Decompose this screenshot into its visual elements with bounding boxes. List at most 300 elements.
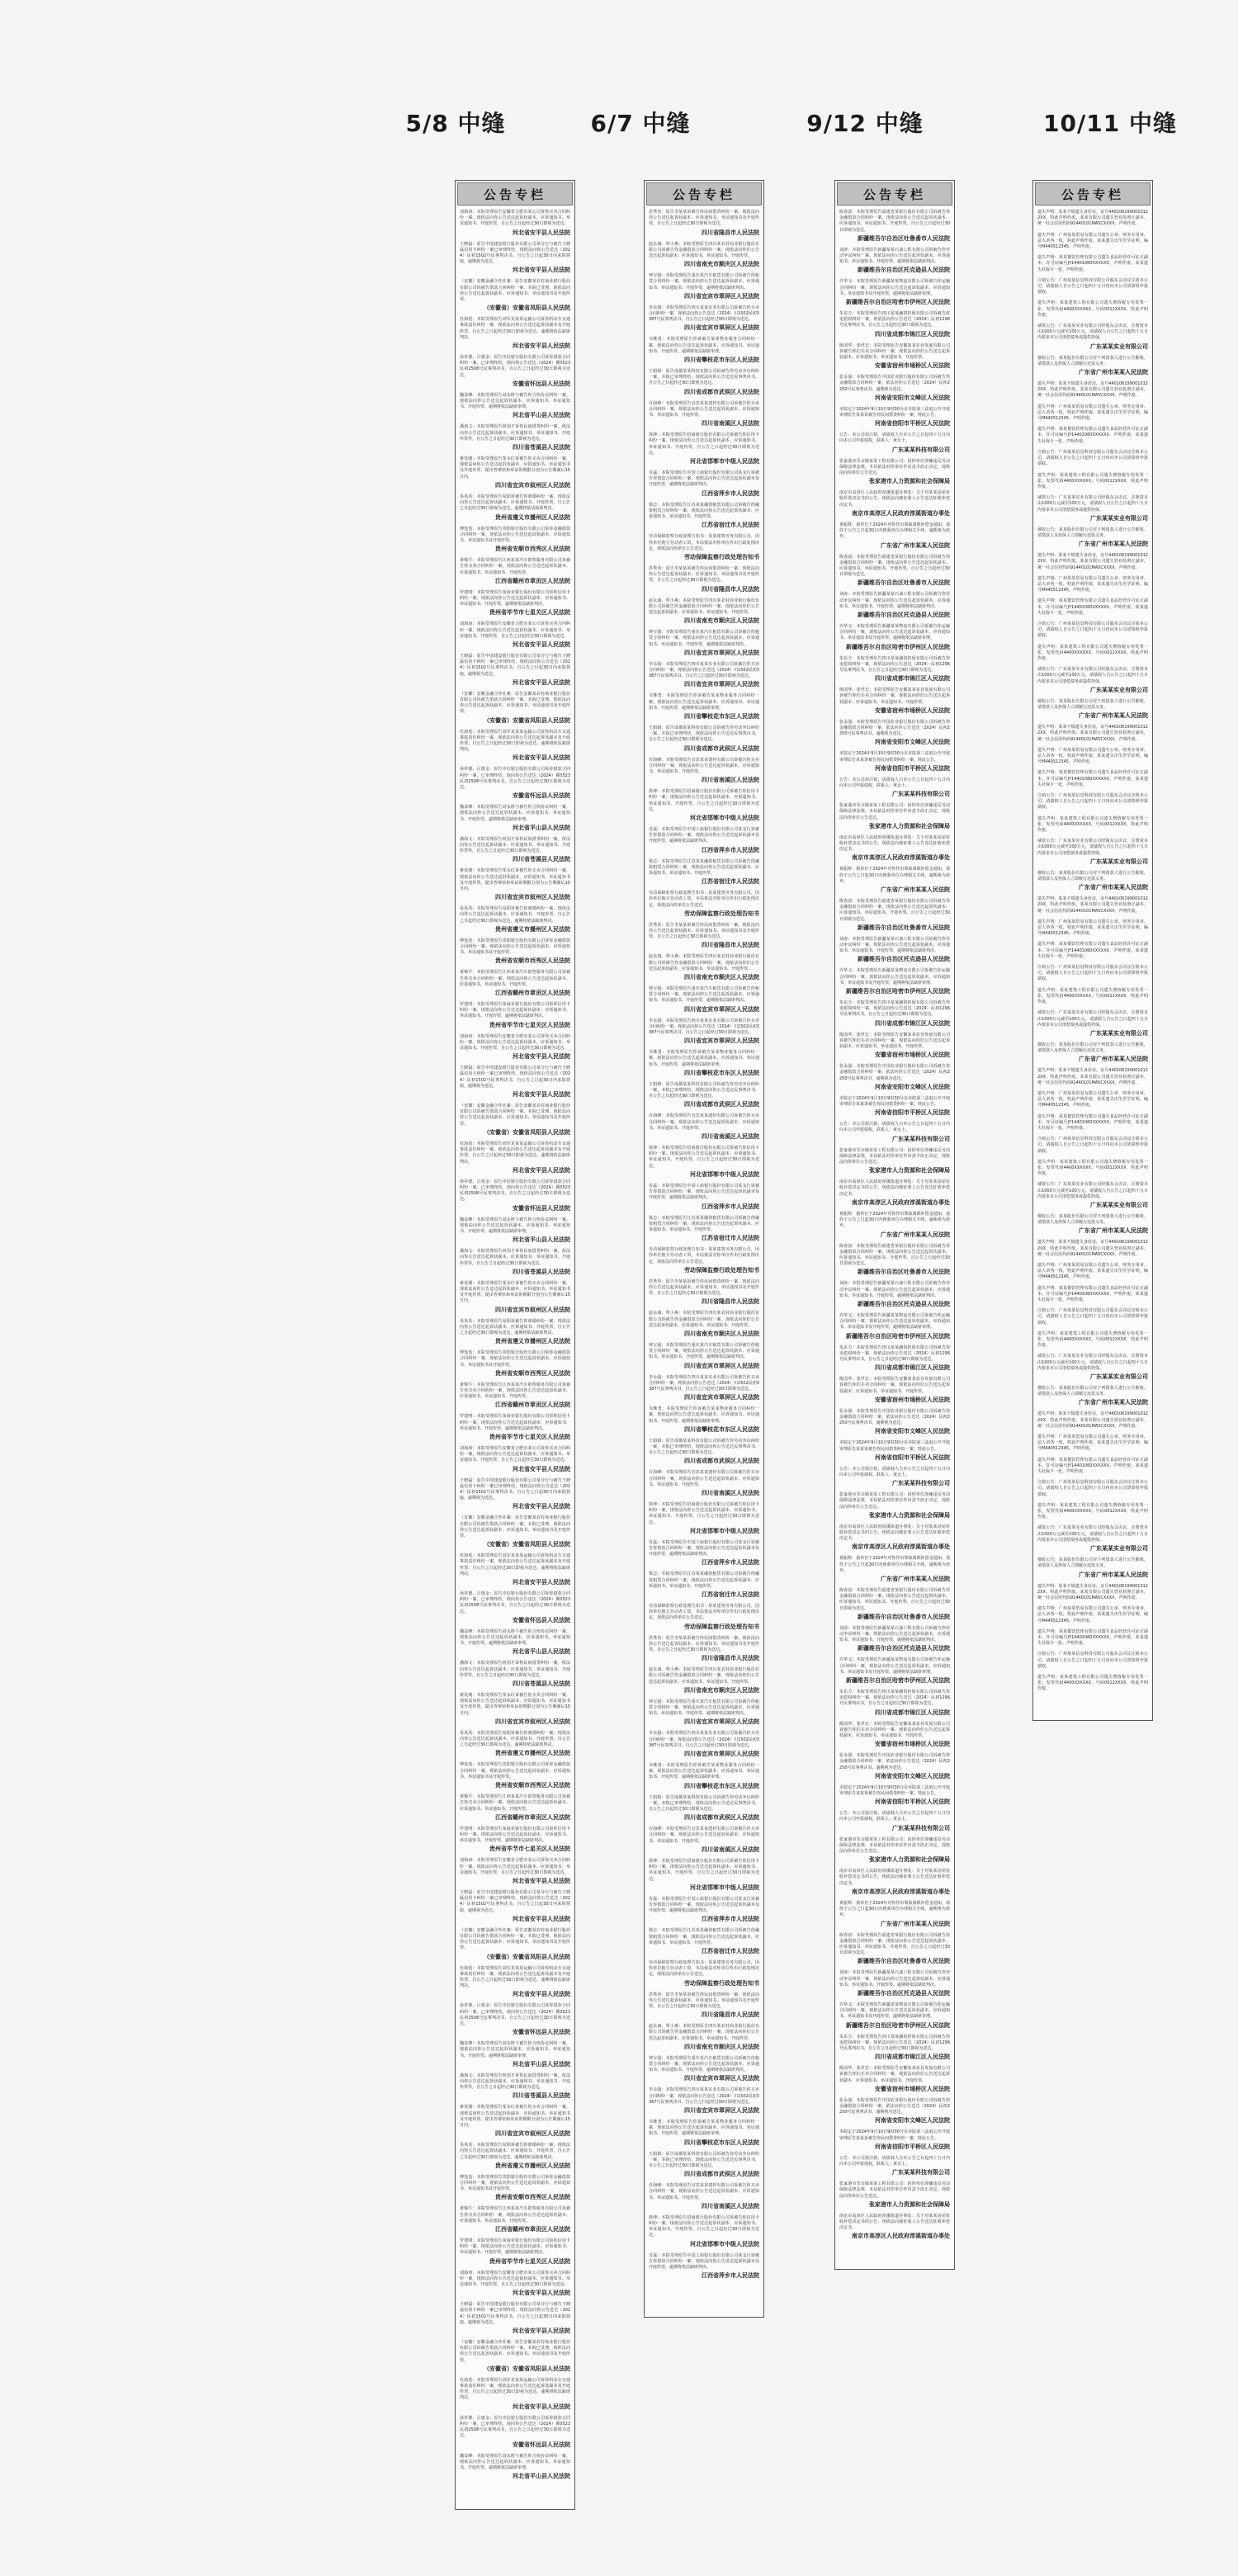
- notice-text: 注销公告：广州某某信息科技有限公司股东会决议注销本公司，请债权人自公告之日起四十五日内向本公司清算组申报债权。: [1037, 1652, 1148, 1669]
- notice-issuer: 江西省赣州市章贡区人民法院: [495, 990, 570, 997]
- notice-entry: [839, 1345, 950, 1373]
- notice-text: 遗失声明：某某不慎遗失身份证，证号4401061990010122XX，特此声明作废。某某有限公司遗失营业执照正副本，统一社会信用代码91440101MA5CXXXX，声明作废。: [1037, 896, 1148, 914]
- notice-entry: [649, 789, 759, 822]
- notice-issuer: 张家港市人力资源和社会保障局: [869, 478, 950, 485]
- notice-issuer: 河北省邯郸市中级人民法院: [690, 2240, 759, 2248]
- notice-issuer: 四川省宜宾市叙州区人民法院: [495, 2130, 570, 2138]
- notice-entry: [460, 2175, 570, 2202]
- notice-text: 梁志：本院受理原告江苏某某融资租赁有限公司诉被告你融资租赁合同纠纷一案，现依法向你公告送达起诉状副本、应诉通知书、举证通知书、开庭传票。: [649, 502, 759, 520]
- notice-issuer: 张家港市人力资源和社会保障局: [869, 2200, 950, 2208]
- notice-text: （安徽）安徽金融合作社案：原告安徽某农村商业银行股份有限公司诉被告借款合同纠纷一案，本院已受理。现依法向你公告送达起诉状副本、应诉通知书、举证通知书及开庭传票。: [460, 1927, 570, 1951]
- notice-entry: [460, 590, 570, 617]
- notice-issuer: 河北省平山县人民法院: [513, 1648, 570, 1656]
- notice-text: 张家港市乐余镇某某工程有限公司：因你单位涉嫌违反劳动保障法律法规，本局依法对你单位作出责令改正决定，现依法向你单位公告送达。: [839, 2181, 950, 2199]
- notice-issuer: 新疆维吾尔自治区哈密市伊州区人民法院: [846, 2021, 950, 2029]
- notice-entry: [1037, 1675, 1148, 1693]
- notice-issuer: 贵州省安顺市西秀区人民法院: [495, 957, 570, 965]
- notice-text: 遗失声明：某某建筑工程有限公司遗失增值税专用发票一张，发票代码4400XXXXXX，号码0012XXXX，特此声明作废。: [1037, 472, 1148, 489]
- notice-issuer: 新疆维吾尔自治区托克逊县人民法院: [858, 267, 950, 274]
- notice-text: 注销公告：广州某某信息科技有限公司股东会决议注销本公司，请债权人自公告之日起四十五日内向本公司清算组申报债权。: [1037, 1308, 1148, 1326]
- notice-text: 遗失声明：某某不慎遗失身份证，证号4401061990010122XX，特此声明作废。某某有限公司遗失营业执照正副本，统一社会信用代码91440101MA5CXXXX，声明作废。: [1037, 1583, 1148, 1600]
- notice-entry: [839, 459, 950, 486]
- notice-text: 钟宝强：本院受理原告重庆某汽车租赁有限公司诉被告你租赁合同纠纷一案，现依法向你公告送达起诉状副本、应诉通知书、举证通知书、开庭传票，逾期将依法缺席判决。: [649, 1342, 759, 1360]
- notice-issuer: 江西省萍乡市人民法院: [702, 846, 759, 853]
- notice-entry: [1037, 1411, 1148, 1430]
- notice-text: 刘海涛：本院受理原告安徽省合肥市某公司诉你买卖合同纠纷一案，现依法向你公告送达起诉状副本、应诉通知书、举证通知书、开庭传票。自公告之日起经过30日即视为送达。: [460, 622, 570, 639]
- notice-text: 遗失声明：某某餐饮管理有限公司遗失食品经营许可证正副本，许可证编号JY14401060XXXXXX，声明作废。某某遗失社保卡一张，声明作废。: [1037, 427, 1148, 444]
- notice-issuer: 广东某某科技有限公司: [892, 791, 950, 798]
- notice-issuer: 安徽省怀远县人民法院: [513, 1204, 570, 1212]
- notice-entry: [460, 1350, 570, 1378]
- notice-entry: [839, 778, 950, 798]
- notice-text: 减资公告：广东某某实业有限公司经股东会决议，注册资本由1000万元减至100万元，请债权人自公告之日起四十五日内要求本公司清偿债务或提供担保。: [1037, 1525, 1148, 1543]
- notice-issuer: 安徽省怀远县人民法院: [513, 2441, 570, 2448]
- notice-issuer: 安徽省怀远县人民法院: [513, 2029, 570, 2036]
- notice-text: 遗失声明：某某不慎遗失身份证，证号4401061990010122XX，特此声明作废。某某有限公司遗失营业执照正副本，统一社会信用代码91440101MA5CXXXX，声明作废。: [1037, 1068, 1148, 1085]
- notice-entry: [839, 1122, 950, 1142]
- notice-entry: [460, 767, 570, 800]
- notice-entry: [1037, 748, 1148, 766]
- notice-text: 遗失声明：某某不慎遗失身份证，证号4401061990010122XX，特此声明作废。某某有限公司遗失营业执照正副本，统一社会信用代码91440101MA5CXXXX，声明作废。: [1037, 553, 1148, 570]
- notice-entry: [649, 534, 759, 561]
- notice-issuer: 四川省攀枝花市东区人民法院: [684, 2139, 759, 2146]
- notice-text: 孙祥德、吕惠金：原告中信银行股份有限公司诉你借款合同纠纷一案，已审理终结，现向你公告送达（2024）冀0523民初2508号民事判决书，自公告之日起经过30日即视为送达。: [460, 1591, 570, 1614]
- notice-issuer: （安徽省）安徽省凤阳县人民法院: [484, 1953, 570, 1960]
- notice-entry: [839, 522, 950, 550]
- notice-issuer: （安徽省）安徽省凤阳县人民法院: [484, 1128, 570, 1136]
- notice-issuer: 四川省宜宾市翠屏区人民法院: [684, 1037, 759, 1045]
- notice-entry: [649, 210, 759, 237]
- notice-column-4: [1032, 180, 1153, 1721]
- notice-issuer: 广东某某科技有限公司: [892, 1135, 950, 1142]
- notice-issuer: 四川省宜宾市翠屏区人民法院: [684, 1751, 759, 1758]
- notice-issuer: 四川省宜宾市翠屏区人民法院: [684, 681, 759, 688]
- notice-issuer: 江苏省宿迁市人民法院: [702, 522, 759, 529]
- notice-issuer: 广东省广州市某某人民法院: [881, 886, 950, 893]
- notice-text: 易凤英：本院受理原告易阳诉被告你离婚纠纷一案，现依法向你公告送达起诉状副本、应诉通知书、开庭传票，自公告之日起经过30日即视为送达，逾期将依法缺席判决。: [460, 1730, 570, 1748]
- notice-text: 许海峰：本院受理原告宜宾某某建材有限公司诉被告你买卖合同纠纷一案，现依法向你公告送达起诉状副本、应诉通知书、举证通知书、开庭传票。: [649, 1470, 759, 1487]
- notice-entry: [839, 2002, 950, 2030]
- notice-entry: [839, 968, 950, 995]
- notice-entry: [460, 1478, 570, 1511]
- notice-text: 黄锦平：本院受理原告江西某某汽车销售服务有限公司诉被告你买卖合同纠纷一案，现依法向你公告送达起诉状副本、应诉通知书、举证通知书、开庭传票。: [460, 558, 570, 575]
- notice-text: 梁志：本院受理原告江苏某某融资租赁有限公司诉被告你融资租赁合同纠纷一案，现依法向你公告送达起诉状副本、应诉通知书、举证通知书、开庭传票。: [649, 1928, 759, 1945]
- notice-entry: [839, 1626, 950, 1653]
- notice-entry: [649, 1279, 759, 1307]
- notice-issuer: 四川省隆昌市人民法院: [702, 942, 759, 949]
- notice-entry: [839, 210, 950, 243]
- notice-text: 孙祥德、吕惠金：原告中信银行股份有限公司诉你借款合同纠纷一案，已审理终结，现向你公告送达（2024）冀0523民初2508号民事判决书，自公告之日起经过30日即视为送达。: [460, 1179, 570, 1203]
- column-body: [645, 207, 763, 2288]
- notice-entry: [649, 1540, 759, 1567]
- notice-text: 肖磊：本院受理原告中国工商银行股份有限公司某支行诉被告你借款合同纠纷一案，现依法向你公告送达起诉状副本及开庭传票，逾期将依法缺席判决。: [649, 2252, 759, 2271]
- notice-text: 罗建明：本院受理原告某商业银行股份有限公司诉你信用卡纠纷一案，现依法向你公告送达起诉状副本、应诉通知书、举证通知书、开庭传票，逾期将依法缺席判决。: [460, 2238, 570, 2256]
- notice-text: 罗建明：本院受理原告某商业银行股份有限公司诉你信用卡纠纷一案，现依法向你公告送达起诉状副本、应诉通知书、举证通知书、开庭传票，逾期将依法缺席判决。: [460, 589, 570, 607]
- notice-text: 本院定于2024年9月10日9时30分在本院第三法庭公开开庭审理原告某某诉被告你民间借贷纠纷一案，特此公告。: [839, 1784, 950, 1797]
- notice-text: 南京市高淳区人民政府淳溪街道办事处：关于对某某房屋征收补偿决定书的公告，现依法向被征收人公告送达征收补偿决定书。: [839, 1524, 950, 1542]
- notice-issuer: 四川省苍溪县人民法院: [513, 444, 570, 451]
- notice-text: 徐坤：本院受理原告招商银行股份有限公司诉被告你信用卡纠纷一案，现依法向你公告送达起诉状副本、应诉通知书、举证通知书、开庭传票，自公告之日起经过30日即视为送达。: [649, 1501, 759, 1525]
- notice-entry: [460, 1179, 570, 1212]
- notice-entry: [460, 279, 570, 312]
- notice-entry: [839, 1313, 950, 1340]
- notice-issuer: 四川省成都市锦江区人民法院: [875, 330, 950, 338]
- notice-issuer: 河南省信阳市平桥区人民法院: [875, 1109, 950, 1117]
- notice-text: 遗失声明：某某建筑工程有限公司遗失增值税专用发票一张，发票代码4400XXXXXX，号码0012XXXX，特此声明作废。: [1037, 1331, 1148, 1349]
- notice-text: 刘涛：本院受理原告新疆某某石油工程有限公司诉被告你劳动争议纠纷一案，现依法向你公告送达起诉状副本、应诉通知书、举证通知书、开庭传票，逾期将依法缺席判决。: [839, 247, 950, 265]
- notice-text: 刘涛：本院受理原告新疆某某石油工程有限公司诉被告你劳动争议纠纷一案，现依法向你公告送达起诉状副本、应诉通知书、举证通知书、开庭传票，逾期将依法缺席判决。: [839, 936, 950, 954]
- notice-issuer: 江西省萍乡市人民法院: [702, 1203, 759, 1210]
- notice-entry: [839, 1722, 950, 1749]
- notice-issuer: 广东某某科技有限公司: [892, 446, 950, 453]
- notice-issuer: 四川省苍溪县人民法院: [513, 856, 570, 863]
- notice-text: 刘涛：本院受理原告新疆某某石油工程有限公司诉被告你劳动争议纠纷一案，现依法向你公告送达起诉状副本、应诉通知书、举证通知书、开庭传票，逾期将依法缺席判决。: [839, 1970, 950, 1988]
- notice-entry: [839, 1785, 950, 1806]
- notice-entry: [1037, 210, 1148, 228]
- notice-text: 黄锦平：本院受理原告江西某某汽车销售服务有限公司诉被告你买卖合同纠纷一案，现依法向你公告送达起诉状副本、应诉通知书、举证通知书、开庭传票。: [460, 2206, 570, 2224]
- notice-text: 韦继勇：本院受理原告你诉被告某某物业服务合同纠纷一案，现依法向你公告送达起诉状副本、应诉通知书、举证通知书、开庭传票，逾期将依法缺席审理。: [649, 1763, 759, 1780]
- notice-text: 劳动保障监察行政处理告知书：某某建筑劳务有限公司，因你单位拖欠劳动者工资，本局依法对你单位作出行政处理决定，现依法向你单位公告送达。: [649, 534, 759, 551]
- notice-entry: [839, 1524, 950, 1552]
- notice-text: 蒋发刚：本院受理原告邹永红诉被告你买卖合同纠纷一案，现依法向你公告送达起诉状副本、应诉通知书、举证通知书及开庭传票。提出答辩状和举证的期限分别为公告期满后15日内。: [460, 1280, 570, 1304]
- notice-entry: [460, 654, 570, 687]
- notice-issuer: 新疆维吾尔自治区吐鲁番市人民法院: [858, 579, 950, 587]
- notice-text: 韦继勇：本院受理原告你诉被告某某物业服务合同纠纷一案，现依法向你公告送达起诉状副本、应诉通知书、举证通知书、开庭传票，逾期将依法缺席审理。: [649, 1406, 759, 1424]
- notice-entry: [1037, 427, 1148, 445]
- notice-issuer: 广东某某实业有限公司: [1090, 1201, 1148, 1208]
- notice-entry: [460, 1319, 570, 1346]
- notice-text: （安徽）安徽金融合作社案：原告安徽某农村商业银行股份有限公司诉被告借款合同纠纷一案，本院已受理。现依法向你公告送达起诉状副本、应诉通知书、举证通知书及开庭传票。: [460, 1515, 570, 1539]
- notice-entry: [1037, 1263, 1148, 1281]
- notice-text: 黄锦平：本院受理原告江西某某汽车销售服务有限公司诉被告你买卖合同纠纷一案，现依法向你公告送达起诉状副本、应诉通知书、举证通知书、开庭传票。: [460, 970, 570, 987]
- notice-entry: [839, 1440, 950, 1461]
- notice-text: 黄振辉：我单位于2024年对你作出领取离职补偿金通知，请你于公告之日起30日内到我单位办理相关手续，逾期视为放弃。: [839, 1211, 950, 1229]
- notice-text: 遗失声明：某某餐饮管理有限公司遗失食品经营许可证正副本，许可证编号JY14401060XXXXXX，声明作废。某某遗失社保卡一张，声明作废。: [1037, 942, 1148, 959]
- notice-entry: [649, 1146, 759, 1179]
- notice-issuer: 河北省平山县人民法院: [513, 2060, 570, 2068]
- notice-text: 遗失声明：某某不慎遗失身份证，证号4401061990010122XX，特此声明作废。某某有限公司遗失营业执照正副本，统一社会信用代码91440101MA5CXXXX，声明作废。: [1037, 381, 1148, 399]
- notice-issuer: 安徽省怀远县人民法院: [513, 1616, 570, 1624]
- notice-text: 许海峰：本院受理原告宜宾某某建材有限公司诉被告你买卖合同纠纷一案，现依法向你公告送达起诉状副本、应诉通知书、举证通知书、开庭传票。: [649, 400, 759, 418]
- notice-issuer: 河北省邯郸市中级人民法院: [690, 814, 759, 821]
- notice-entry: [460, 1249, 570, 1276]
- notice-text: 刘海涛：本院受理原告安徽省合肥市某公司诉你买卖合同纠纷一案，现依法向你公告送达起诉状副本、应诉通知书、举证通知书、开庭传票。自公告之日起经过30日即视为送达。: [460, 2270, 570, 2288]
- notice-entry: [1037, 1525, 1148, 1553]
- notice-entry: [649, 1960, 759, 1988]
- notice-issuer: 广东省广州市某某人民法院: [881, 1920, 950, 1927]
- notice-text: 洪秀英：原告李某某诉被告你民间借贷纠纷一案，现依法向你公告送达起诉状副本、应诉通知书、举证通知书及开庭传票。自公告之日起经过30日即视为送达。: [649, 922, 759, 940]
- notice-text: 许华义：本院受理原告新疆某某物流有限公司诉被告你运输合同纠纷一案，现依法向你公告送达起诉状副本、应诉通知书、举证通知书及开庭传票，逾期将依法缺席审理。: [839, 279, 950, 296]
- notice-text: 孙祥德、吕惠金：原告中信银行股份有限公司诉你借款合同纠纷一案，已审理终结，现向你公告送达（2024）冀0523民初2508号民事判决书，自公告之日起经过30日即视为送达。: [460, 2003, 570, 2026]
- notice-text: 潘海文：本院受理原告何国才诉你民间借贷纠纷一案，依法向你公告送达起诉状副本、应诉通知书、举证通知书、开庭传票等，自公告之日起经过30日即视为送达。: [460, 2073, 570, 2091]
- notice-column-3: [834, 180, 955, 2270]
- notice-issuer: 河南省安阳市文峰区人民法院: [875, 739, 950, 746]
- notice-entry: [649, 2087, 759, 2115]
- notice-text: 刘海涛：本院受理原告安徽省合肥市某公司诉你买卖合同纠纷一案，现依法向你公告送达起诉状副本、应诉通知书、举证通知书、开庭传票。自公告之日起经过30日即视为送达。: [460, 1033, 570, 1052]
- notice-text: 李永强：本院受理原告四川某某实业有限公司诉被告你买卖合同纠纷一案，现依法向你公告送达（2024）川1502民初3387号民事判决书，自公告之日起经过30日即视为送达。: [649, 1731, 759, 1748]
- notice-issuer: 四川省南溪区人民法院: [702, 1133, 759, 1141]
- notice-entry: [460, 2378, 570, 2411]
- notice-text: 张永强：本院受理原告中国农业银行股份有限公司诉被告你金融借款合同纠纷一案，依法向你公告送达（2024）民初2250号民事判决书，逾期视为送达。: [839, 1064, 950, 1081]
- notice-issuer: 江西省萍乡市人民法院: [702, 1916, 759, 1923]
- notice-issuer: 江西省赣州市章贡区人民法院: [495, 577, 570, 584]
- notice-text: 张家港市乐余镇某某工程有限公司：因你单位涉嫌违反劳动保障法律法规，本局依法对你单位作出责令改正决定，现依法向你单位公告送达。: [839, 1147, 950, 1165]
- notice-entry: [839, 1212, 950, 1239]
- column-body: [1033, 207, 1152, 1701]
- notice-issuer: 河北省邯郸市中级人民法院: [690, 458, 759, 466]
- notice-entry: [460, 1966, 570, 1999]
- notice-text: 许华义：本院受理原告新疆某某物流有限公司诉被告你运输合同纠纷一案，现依法向你公告送达起诉状副本、应诉通知书、举证通知书及开庭传票，逾期将依法缺席审理。: [839, 1312, 950, 1331]
- notice-text: 注销公告：广州某某信息科技有限公司股东会决议注销本公司，请债权人自公告之日起四十五日内向本公司清算组申报债权。: [1037, 621, 1148, 639]
- notice-text: 遗失声明：某某餐饮管理有限公司遗失食品经营许可证正副本，许可证编号JY14401060XXXXXX，声明作废。某某遗失社保卡一张，声明作废。: [1037, 1285, 1148, 1302]
- notice-entry: [1037, 1286, 1148, 1304]
- notice-entry: [839, 688, 950, 715]
- notice-text: 蒋发刚：本院受理原告邹永红诉被告你买卖合同纠纷一案，现依法向你公告送达起诉状副本、应诉通知书、举证通知书及开庭传票。提出答辩状和举证的期限分别为公告期满后15日内。: [460, 2105, 570, 2128]
- notice-text: 催收公告：某某股份有限公司对下列借款人进行公告催收，请借款人及担保人立即履行还款义务。: [1037, 527, 1148, 538]
- notice-text: 遗失声明：某某餐饮管理有限公司遗失食品经营许可证正副本，许可证编号JY14401060XXXXXX，声明作废。某某遗失社保卡一张，声明作废。: [1037, 1113, 1148, 1131]
- notice-text: 本院定于2024年9月10日9时30分在本院第三法庭公开开庭审理原告某某诉被告你民间借贷纠纷一案，特此公告。: [839, 751, 950, 763]
- notice-issuer: 张家港市人力资源和社会保障局: [869, 1856, 950, 1864]
- notice-text: 张永强：本院受理原告中国农业银行股份有限公司诉被告你金融借款合同纠纷一案，依法向你公告送达（2024）民初2250号民事判决书，逾期视为送达。: [839, 375, 950, 392]
- notice-entry: [839, 656, 950, 683]
- notice-entry: [649, 598, 759, 626]
- notice-entry: [839, 592, 950, 619]
- notice-text: 遗失声明：广州某某贸易有限公司遗失公章、财务专用章、法人章各一枚，特此声明作废。某某遗失出生医学证明，编号M440512345，声明作废。: [1037, 1090, 1148, 1108]
- notice-entry: [460, 1827, 570, 1854]
- notice-entry: [649, 369, 759, 396]
- notice-issuer: 南京市高淳区人民政府淳溪街道办事处: [852, 509, 950, 517]
- notice-entry: [839, 1148, 950, 1175]
- notice-text: 赵永康、覃小燕：本院受理原告四川某农村商业银行股份有限公司诉被告你金融借款合同纠纷一案，现依法向你们公告送达起诉状副本、应诉通知书、举证通知书、开庭传票。: [649, 241, 759, 259]
- notice-issuer: 新疆维吾尔自治区托克逊县人民法院: [858, 1989, 950, 1997]
- notice-text: 刘海涛：本院受理原告安徽省合肥市某公司诉你买卖合同纠纷一案，现依法向你公告送达起诉状副本、应诉通知书、举证通知书、开庭传票。自公告之日起经过30日即视为送达。: [460, 1445, 570, 1463]
- column-title-3: 9/12 中缝: [806, 110, 924, 137]
- notice-text: 王娟娟：原告成都某某科技有限公司诉被告你劳动争议纠纷一案，本院已审理终结，现依法向你公告送达民事判决书，自公告之日起经过30日即视为送达。: [649, 725, 759, 743]
- notice-entry: [839, 1933, 950, 1966]
- notice-text: 易凤英：本院受理原告易阳诉被告你离婚纠纷一案，现依法向你公告送达起诉状副本、应诉通知书、开庭传票，自公告之日起经过30日即视为送达，逾期将依法缺席判决。: [460, 906, 570, 924]
- notice-text: 王娟娟：原告成都某某科技有限公司诉被告你劳动争议纠纷一案，本院已审理终结，现依法向你公告送达民事判决书，自公告之日起经过30日即视为送达。: [649, 369, 759, 386]
- notice-text: 催收公告：某某股份有限公司对下列借款人进行公告催收，请借款人及担保人立即履行还款义务。: [1037, 1213, 1148, 1226]
- notice-issuer: 劳动保障监察行政处理告知书: [684, 1266, 759, 1274]
- notice-issuer: 河北省安平县人民法院: [513, 754, 570, 762]
- notice-issuer: 贵州省遵义市播州区人民法院: [495, 2162, 570, 2169]
- notice-entry: [649, 1439, 759, 1466]
- notice-issuer: 江西省赣州市章贡区人民法院: [495, 1401, 570, 1409]
- notice-issuer: 四川省苍溪县人民法院: [513, 1268, 570, 1275]
- notice-issuer: 广东某某科技有限公司: [892, 1480, 950, 1487]
- notice-text: 催收公告：某某股份有限公司对下列借款人进行公告催收，请借款人及担保人立即履行还款义务。: [1037, 355, 1148, 366]
- notice-entry: [1037, 1214, 1148, 1235]
- notice-entry: [839, 343, 950, 371]
- notice-text: 刘涛：本院受理原告新疆某某石油工程有限公司诉被告你劳动争议纠纷一案，现依法向你公告送达起诉状副本、应诉通知书、举证通知书、开庭传票，逾期将依法缺席判决。: [839, 1625, 950, 1643]
- notice-issuer: 四川省成都市武侯区人民法院: [684, 744, 759, 752]
- notice-entry: [839, 311, 950, 338]
- notice-issuer: 贵州省毕节市七星关区人民法院: [489, 1846, 570, 1853]
- notice-entry: [839, 2156, 950, 2177]
- notice-text: 罗建明：本院受理原告某商业银行股份有限公司诉你信用卡纠纷一案，现依法向你公告送达起诉状副本、应诉通知书、举证通知书、开庭传票，逾期将依法缺席判决。: [460, 1414, 570, 1431]
- notice-text: 蒋发刚：本院受理原告邹永红诉被告你买卖合同纠纷一案，现依法向你公告送达起诉状副本、应诉通知书、举证通知书及开庭传票。提出答辩状和举证的期限分别为公告期满后15日内。: [460, 456, 570, 480]
- notice-text: 张家港市乐余镇某某工程有限公司：因你单位涉嫌违反劳动保障法律法规，本局依法对你单位作出责令改正决定，现依法向你单位公告送达。: [839, 1492, 950, 1510]
- notice-issuer: 张家港市人力资源和社会保障局: [869, 1167, 950, 1175]
- notice-text: 遗失声明：某某建筑工程有限公司遗失增值税专用发票一张，发票代码4400XXXXXX，号码0012XXXX，特此声明作废。: [1037, 300, 1148, 318]
- notice-entry: [1037, 1137, 1148, 1155]
- notice-text: 遗失声明：广州某某贸易有限公司遗失公章、财务专用章、法人章各一枚，特此声明作废。某某遗失出生医学证明，编号M440512345，声明作废。: [1037, 404, 1148, 422]
- notice-entry: [1037, 1240, 1148, 1258]
- notice-issuer: 广东某某实业有限公司: [1090, 514, 1148, 522]
- notice-text: 遗失声明：某某建筑工程有限公司遗失增值税专用发票一张，发票代码4400XXXXXX，号码0012XXXX，特此声明作废。: [1037, 644, 1148, 661]
- notice-issuer: 广东省广州市某某人民法院: [1079, 1399, 1148, 1406]
- notice-issuer: 贵州省毕节市七星关区人民法院: [489, 2257, 570, 2265]
- notice-issuer: 江西省萍乡市人民法院: [702, 489, 759, 497]
- notice-issuer: 贵州省安顺市西秀区人民法院: [495, 1369, 570, 1377]
- notice-text: 肖磊：本院受理原告中国工商银行股份有限公司某支行诉被告你借款合同纠纷一案，现依法向你公告送达起诉状副本及开庭传票，逾期将依法缺席判决。: [649, 1896, 759, 1914]
- notice-text: 洪秀英：原告李某某诉被告你民间借贷纠纷一案，现依法向你公告送达起诉状副本、应诉通知书、举证通知书及开庭传票。自公告之日起经过30日即视为送达。: [649, 1635, 759, 1653]
- notice-issuer: 安徽省宿州市埇桥区人民法院: [875, 707, 950, 714]
- notice-issuer: 四川省成都市锦江区人民法院: [875, 1364, 950, 1372]
- notice-text: 许华义：本院受理原告新疆某某物流有限公司诉被告你运输合同纠纷一案，现依法向你公告送达起诉状副本、应诉通知书、举证通知书及开庭传票，逾期将依法缺席审理。: [839, 1657, 950, 1675]
- notice-entry: [460, 1762, 570, 1789]
- notice-text: 徐坤：本院受理原告招商银行股份有限公司诉被告你信用卡纠纷一案，现依法向你公告送达起诉状副本、应诉通知书、举证通知书、开庭传票，自公告之日起经过30日即视为送达。: [649, 1146, 759, 1169]
- notice-entry: [460, 210, 570, 237]
- notice-entry: [649, 1019, 759, 1046]
- notice-text: 公告：本公司拟注销，请债权人自本公告之日起四十五日内向本公司申报债权。联系人：黄女士。: [839, 1122, 950, 1133]
- notice-text: 陈春富：本院受理原告福建省某银行股份有限公司诉被告你金融借款合同纠纷一案，现依法向你公告送达起诉状副本、应诉通知书、举证通知书、开庭传票，自公告之日起经过30日即视为送达。: [839, 210, 950, 233]
- notice-entry: [839, 407, 950, 428]
- notice-issuer: 河北省邯郸市中级人民法院: [690, 1884, 759, 1891]
- notice-entry: [460, 2105, 570, 2138]
- notice-issuer: 四川省宜宾市叙州区人民法院: [495, 481, 570, 489]
- notice-text: 杜海莲：本院受理原告刘军龙某某运输公司诉你机动车交通事故责任纠纷一案，现依法向你公告送达起诉状副本及开庭传票，自公告之日起经过30日即视为送达，逾期将依法缺席判决。: [460, 1141, 570, 1165]
- notice-text: 南京市高淳区人民政府淳溪街道办事处：关于对某某房屋征收补偿决定书的公告，现依法向被征收人公告送达征收补偿决定书。: [839, 490, 950, 508]
- notice-entry: [460, 1731, 570, 1758]
- notice-issuer: 四川省南溪区人民法院: [702, 1846, 759, 1853]
- notice-issuer: 广东某某科技有限公司: [892, 2169, 950, 2177]
- notice-text: 赵永康、覃小燕：本院受理原告四川某农村商业银行股份有限公司诉被告你金融借款合同纠纷一案，现依法向你们公告送达起诉状副本、应诉通知书、举证通知书、开庭传票。: [649, 954, 759, 971]
- notice-text: 注销公告：广州某某信息科技有限公司股东会决议注销本公司，请债权人自公告之日起四十五日内向本公司清算组申报债权。: [1037, 793, 1148, 811]
- notice-issuer: 安徽省宿州市埇桥区人民法院: [875, 1052, 950, 1059]
- notice-text: 朱东方：本院受理原告四川某某融资担保有限公司诉被告你追偿权纠纷一案，现依法向你公告送达（2024）民初1296号民事判决书，自公告之日起经过30日即视为送达。: [839, 311, 950, 328]
- notice-column-1: [455, 180, 575, 2510]
- notice-text: 遗失声明：广州某某贸易有限公司遗失公章、财务专用章、法人章各一枚，特此声明作废。某某遗失出生医学证明，编号M440512345，声明作废。: [1037, 1606, 1148, 1624]
- notice-issuer: 四川省南充市顺庆区人民法院: [684, 261, 759, 268]
- column-body: [835, 207, 954, 2248]
- notice-issuer: 贵州省遵义市播州区人民法院: [495, 513, 570, 521]
- notice-issuer: 河北省平山县人民法院: [513, 1236, 570, 1244]
- notice-entry: [839, 624, 950, 651]
- notice-entry: [460, 1383, 570, 1410]
- notice-entry: [460, 1858, 570, 1885]
- notice-entry: [839, 1096, 950, 1117]
- notice-issuer: 河南省信阳市平桥区人民法院: [875, 764, 950, 772]
- notice-text: 徐坤：本院受理原告招商银行股份有限公司诉被告你信用卡纠纷一案，现依法向你公告送达起诉状副本、应诉通知书、举证通知书、开庭传票，自公告之日起经过30日即视为送达。: [649, 432, 759, 456]
- notice-entry: [1037, 896, 1148, 915]
- notice-text: （安徽）安徽金融合作社案：原告安徽某农村商业银行股份有限公司诉被告借款合同纠纷一案，本院已受理。现依法向你公告送达起诉状副本、应诉通知书、举证通知书及开庭传票。: [460, 1104, 570, 1127]
- notice-text: 张家港市乐余镇某某工程有限公司：因你单位涉嫌违反劳动保障法律法规，本局依法对你单位作出责令改正决定，现依法向你单位公告送达。: [839, 458, 950, 476]
- notice-issuer: 江苏省宿迁市人民法院: [702, 1591, 759, 1599]
- notice-entry: [649, 662, 759, 689]
- notice-entry: [649, 2183, 759, 2210]
- notice-issuer: 河北省平山县人民法院: [513, 824, 570, 831]
- notice-entry: [649, 1406, 759, 1434]
- notice-entry: [460, 456, 570, 489]
- notice-entry: [1037, 1652, 1148, 1670]
- notice-text: 王晓磊：原告中国建设银行股份有限公司某分行与被告王晓磊信用卡纠纷一案已审理终结，现依法向你公告送达（2024）民初1502号民事判决书。自公告之日起30日内来院领取，逾期视为送达。: [460, 653, 570, 677]
- notice-entry: [649, 827, 759, 854]
- notice-issuer: 江西省赣州市章贡区人民法院: [495, 2226, 570, 2233]
- notice-issuer: 四川省宜宾市翠屏区人民法院: [684, 1394, 759, 1401]
- notice-issuer: 广东某某实业有限公司: [1090, 1373, 1148, 1381]
- notice-text: 肖磊：本院受理原告中国工商银行股份有限公司某支行诉被告你借款合同纠纷一案，现依法向你公告送达起诉状副本及开庭传票，逾期将依法缺席判决。: [649, 1183, 759, 1201]
- notice-entry: [460, 393, 570, 420]
- notice-text: 王娟娟：原告成都某某科技有限公司诉被告你劳动争议纠纷一案，本院已审理终结，现依法向你公告送达民事判决书，自公告之日起经过30日即视为送达。: [649, 1438, 759, 1456]
- notice-entry: [1037, 699, 1148, 720]
- notice-issuer: 四川省宜宾市叙州区人民法院: [495, 1306, 570, 1313]
- notice-entry: [1037, 942, 1148, 960]
- notice-entry: [649, 1572, 759, 1599]
- notice-issuer: 四川省成都市锦江区人民法院: [875, 1019, 950, 1027]
- notice-text: 遗失声明：广州某某贸易有限公司遗失公章、财务专用章、法人章各一枚，特此声明作废。某某遗失出生医学证明，编号M440512345，声明作废。: [1037, 575, 1148, 593]
- notice-entry: [1037, 919, 1148, 938]
- notice-text: 陈春富：本院受理原告福建省某银行股份有限公司诉被告你金融借款合同纠纷一案，现依法向你公告送达起诉状副本、应诉通知书、举证通知书、开庭传票，自公告之日起经过30日即视为送达。: [839, 1588, 950, 1611]
- notice-entry: [1037, 1458, 1148, 1476]
- notice-issuer: 广东某某实业有限公司: [1090, 343, 1148, 350]
- notice-entry: [460, 1661, 570, 1688]
- notice-entry: [839, 1811, 950, 1832]
- notice-issuer: 劳动保障监察行政处理告知书: [684, 553, 759, 560]
- notice-entry: [649, 566, 759, 593]
- notice-text: 减资公告：广东某某实业有限公司经股东会决议，注册资本由1000万元减至100万元，请债权人自公告之日起四十五日内要求本公司清偿债务或提供担保。: [1037, 839, 1148, 856]
- notice-issuer: 四川省成都市武侯区人民法院: [684, 1814, 759, 1822]
- notice-entry: [649, 1216, 759, 1243]
- notice-text: 遗失声明：广州某某贸易有限公司遗失公章、财务专用章、法人章各一枚，特此声明作废。某某遗失出生医学证明，编号M440512345，声明作废。: [1037, 232, 1148, 250]
- notice-text: 易凤英：本院受理原告易阳诉被告你离婚纠纷一案，现依法向你公告送达起诉状副本、应诉通知书、开庭传票，自公告之日起经过30日即视为送达，逾期将依法缺席判决。: [460, 494, 570, 512]
- notice-text: 魏益峰：本院受理原告刘永胜与被告你合伙协议纠纷一案，现依法向你公告送达起诉状副本、应诉通知书、举证通知书、开庭传票。逾期将依法缺席审理。: [460, 1217, 570, 1234]
- notice-entry: [460, 692, 570, 725]
- notice-text: 张家港市乐余镇某某工程有限公司：因你单位涉嫌违反劳动保障法律法规，本局依法对你单位作出责令改正决定，现依法向你单位公告送达。: [839, 803, 950, 820]
- notice-issuer: 四川省南溪区人民法院: [702, 420, 759, 428]
- notice-entry: [1037, 1308, 1148, 1326]
- notice-text: 本院定于2024年9月10日9时30分在本院第三法庭公开开庭审理原告某某诉被告你民间借贷纠纷一案，特此公告。: [839, 406, 950, 418]
- notice-issuer: 河北省安平县人民法院: [513, 2290, 570, 2297]
- notice-issuer: 四川省隆昌市人民法院: [702, 585, 759, 593]
- notice-entry: [460, 527, 570, 554]
- notice-issuer: 四川省成都市武侯区人民法院: [684, 1101, 759, 1108]
- notice-issuer: 广东省广州市某某人民法院: [881, 1576, 950, 1582]
- notice-entry: [1037, 278, 1148, 296]
- notice-issuer: 河南省信阳市平桥区人民法院: [875, 420, 950, 428]
- notice-text: 钟宝强：本院受理原告重庆某汽车租赁有限公司诉被告你租赁合同纠纷一案，现依法向你公告送达起诉状副本、应诉通知书、举证通知书、开庭传票，逾期将依法缺席判决。: [649, 2055, 759, 2073]
- notice-text: 洪秀英：原告李某某诉被告你民间借贷纠纷一案，现依法向你公告送达起诉状副本、应诉通知书、举证通知书及开庭传票。自公告之日起经过30日即视为送达。: [649, 1279, 759, 1297]
- notice-entry: [649, 630, 759, 657]
- notice-text: 韦继勇：本院受理原告你诉被告某某物业服务合同纠纷一案，现依法向你公告送达起诉状副本、应诉通知书、举证通知书、开庭传票，逾期将依法缺席审理。: [649, 1050, 759, 1067]
- notice-text: 傅莲莲：本院受理原告贵阳银行股份有限公司诉你金融借款合同纠纷一案，现依法向你公告送达起诉状副本、应诉通知书、举证通知书及开庭传票。: [460, 2174, 570, 2192]
- notice-text: 李永强：本院受理原告四川某某实业有限公司诉被告你买卖合同纠纷一案，现依法向你公告送达（2024）川1502民初3387号民事判决书，自公告之日起经过30日即视为送达。: [649, 305, 759, 323]
- notice-entry: [839, 1492, 950, 1520]
- notice-text: 王晓磊：原告中国建设银行股份有限公司某分行与被告王晓磊信用卡纠纷一案已审理终结，现依法向你公告送达（2024）民初1502号民事判决书。自公告之日起30日内来院领取，逾期视为送达。: [460, 1066, 570, 1089]
- notice-issuer: 河北省安平县人民法院: [513, 640, 570, 648]
- notice-issuer: 河南省安阳市文峰区人民法院: [875, 1772, 950, 1780]
- notice-issuer: 四川省隆昌市人民法院: [702, 1298, 759, 1306]
- notice-issuer: 贵州省毕节市七星关区人民法院: [489, 1021, 570, 1028]
- notice-entry: [649, 1795, 759, 1822]
- notice-issuer: 四川省成都市武侯区人民法院: [684, 2171, 759, 2178]
- notice-text: 李永强：本院受理原告四川某某实业有限公司诉被告你买卖合同纠纷一案，现依法向你公告送达（2024）川1502民初3387号民事判决书，自公告之日起经过30日即视为送达。: [649, 2087, 759, 2105]
- notice-text: 蒋发刚：本院受理原告邹永红诉被告你买卖合同纠纷一案，现依法向你公告送达起诉状副本、应诉通知书、举证通知书及开庭传票。提出答辩状和举证的期限分别为公告期满后15日内。: [460, 1693, 570, 1716]
- notice-entry: [460, 1141, 570, 1175]
- notice-entry: [839, 1837, 950, 1865]
- notice-entry: [649, 305, 759, 333]
- notice-entry: [460, 2271, 570, 2298]
